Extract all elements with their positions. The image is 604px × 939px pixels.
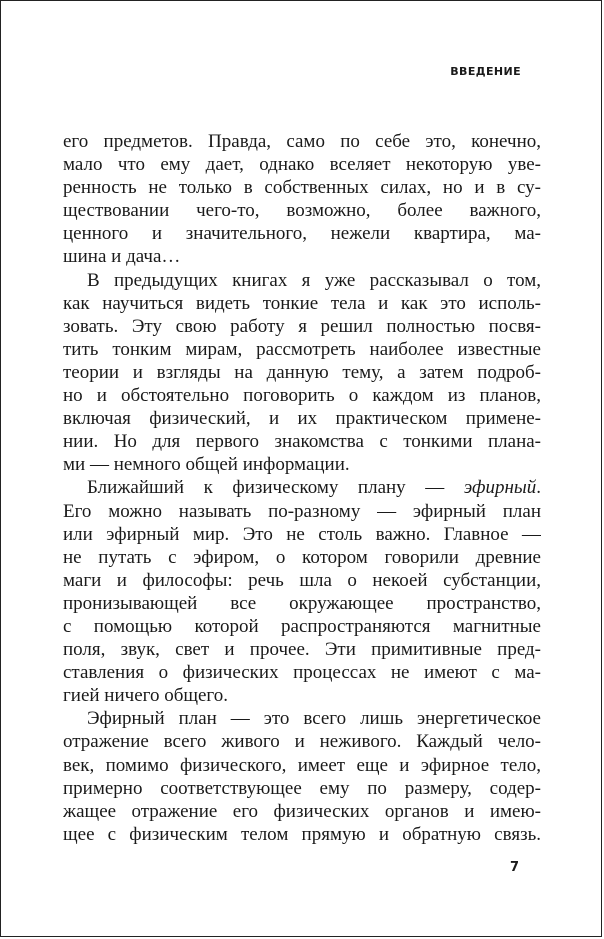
text-line: щее с физическим телом прямую и обратную связь. [63, 823, 541, 845]
text-line-mixed [63, 476, 541, 499]
text-line: тить тонким мирам, рассмотреть наиболее известные [63, 338, 541, 360]
text-line: маги и философы: речь шла о некоей субстанции, [63, 569, 541, 591]
page-number: 7 [509, 860, 519, 875]
text-line: ренность не только в собственных силах, но и в су- [63, 177, 541, 199]
text-line: пронизывающей все окружающее пространство, [63, 592, 541, 614]
running-head: ВВЕДЕНИЕ [450, 65, 521, 78]
text-line: его предметов. Правда, само по себе это, конечно, [63, 131, 541, 152]
text-line: ставления о физических процессах не имеют с ма- [63, 662, 541, 684]
text-line: шина и дача… [63, 246, 181, 268]
text-segment: . [536, 477, 541, 499]
text-line: теории и взгляды на данную тему, а затем подроб- [63, 361, 541, 383]
text-line: ценного и значительного, нежели квартира, ма- [63, 223, 541, 245]
text-line: или эфирный мир. Это не столь важно. Главное — [63, 523, 541, 545]
text-line: жащее отражение его физических органов и имею- [63, 800, 541, 822]
text-line: не путать с эфиром, о котором говорили древние [63, 546, 541, 568]
body-text [63, 130, 541, 846]
text-line: зовать. Эту свою работу я решил полностью посвя- [63, 315, 541, 337]
text-segment: Ближайший к физическому плану — [87, 477, 464, 499]
text-line: поля, звук, свет и прочее. Эти примитивные пред- [63, 639, 541, 661]
text-line: но и обстоятельно поговорить о каждом из планов, [63, 385, 541, 407]
italic-term: эфирный [463, 477, 537, 499]
text-line: включая физический, и их практическом примене- [63, 408, 541, 430]
text-line: Его можно называть по-разному — эфирный план [63, 500, 541, 522]
text-line: ми — немного общей информации. [63, 454, 350, 476]
text-line: гией ничего общего. [63, 685, 229, 707]
text-line: с помощью которой распространяются магнитные [63, 615, 541, 637]
text-line: Эфирный план — это всего лишь энергетическое [87, 708, 541, 730]
text-line: мало что ему дает, однако вселяет некоторую уве- [63, 154, 541, 176]
text-line: как научиться видеть тонкие тела и как это исполь- [63, 292, 541, 314]
text-line: примерно соответствующее ему по размеру, содер- [63, 777, 541, 799]
text-line: ществовании чего-то, возможно, более важного, [63, 200, 541, 222]
text-line: отражение всего живого и неживого. Каждый чело- [63, 731, 541, 753]
text-line: В предыдущих книгах я уже рассказывал о том, [87, 269, 541, 291]
text-line: нии. Но для первого знакомства с тонкими плана- [63, 431, 541, 453]
text-line: век, помимо физического, имеет еще и эфирное тело, [63, 754, 541, 776]
